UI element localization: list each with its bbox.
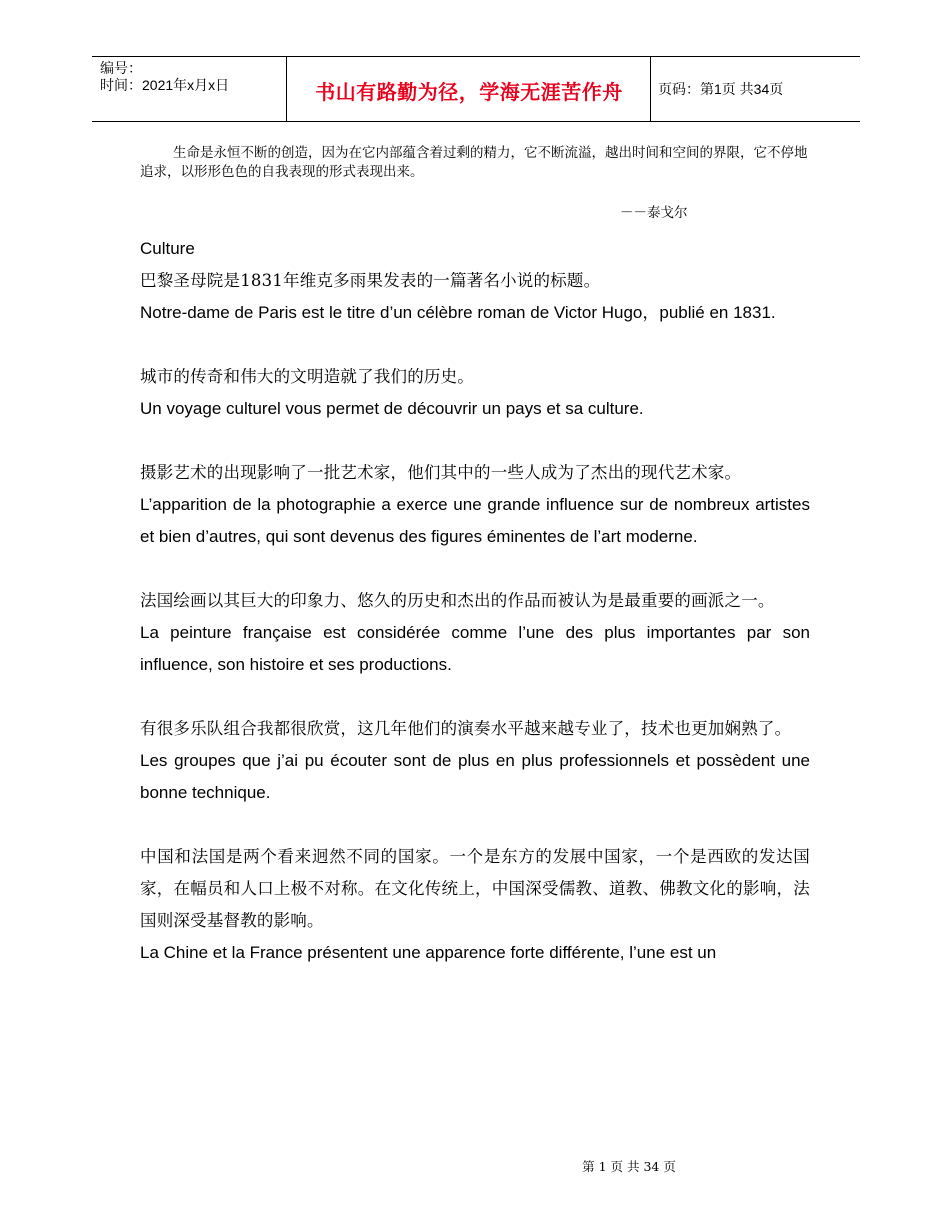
header-divider-right (650, 56, 651, 122)
header-page-info: 页码：第1页 共34页 (658, 81, 784, 97)
chinese-sentence: 法国绘画以其巨大的印象力、悠久的历史和杰出的作品而被认为是最重要的画派之一。 (140, 591, 775, 610)
french-sentence: La Chine et la France présentent une apparence forte différente, l’une est un (140, 943, 717, 962)
quote-text: 生命是永恒不断的创造，因为在它内部蕴含着过剩的精力，它不断流溢，越出时间和空间的界限，它不停地追求，以形形色色的自我表现的形式表现出来。 (140, 145, 808, 180)
paragraph-gap (140, 329, 810, 361)
section-heading: Culture (140, 239, 195, 258)
time-label: 时间：2021年x月x日 (100, 77, 230, 93)
french-sentence: La peinture française est considérée comme l’une des plus importantes par son influence, son histoire et ses productions. (140, 623, 810, 674)
page-footer: 第 1 页 共 34 页 (582, 1159, 676, 1174)
chinese-sentence: 中国和法国是两个看来迥然不同的国家。一个是东方的发展中国家，一个是西欧的发达国家，在幅员和人口上极不对称。在文化传统上，中国深受儒教、道教、佛教文化的影响，法国则深受基督教的影响。 (140, 847, 810, 930)
paragraph-gap (140, 809, 810, 841)
paragraph-gap (140, 425, 810, 457)
chinese-sentence: 摄影艺术的出现影响了一批艺术家，他们其中的一些人成为了杰出的现代艺术家。 (140, 463, 742, 482)
french-sentence: Un voyage culturel vous permet de découvrir un pays et sa culture. (140, 399, 644, 418)
header-motto: 书山有路勤为径，学海无涯苦作舟 (315, 80, 623, 104)
chinese-sentence: 城市的传奇和伟大的文明造就了我们的历史。 (140, 367, 474, 386)
french-sentence: Notre-dame de Paris est le titre d’un célèbre roman de Victor Hugo，publié en 1831. (140, 303, 776, 322)
serial-label: 编号： (100, 60, 142, 76)
header-top-rule (92, 56, 860, 57)
document-body (140, 233, 810, 969)
header-meta (100, 60, 290, 94)
quote-author: －－泰戈尔 (620, 205, 688, 221)
french-sentence: Les groupes que j’ai pu écouter sont de plus en plus professionnels et possèdent une bonne technique. (140, 751, 810, 802)
chinese-sentence: 有很多乐队组合我都很欣赏，这几年他们的演奏水平越来越专业了，技术也更加娴熟了。 (140, 719, 792, 738)
header-bottom-rule (92, 121, 860, 122)
paragraph-gap (140, 681, 810, 713)
paragraph-gap (140, 553, 810, 585)
chinese-sentence: 巴黎圣母院是1831年维克多雨果发表的一篇著名小说的标题。 (140, 271, 601, 290)
french-sentence: L’apparition de la photographie a exerce une grande influence sur de nombreux artistes et bien d’autres, qui sont devenus des figures éminentes de l’art moderne. (140, 495, 810, 546)
